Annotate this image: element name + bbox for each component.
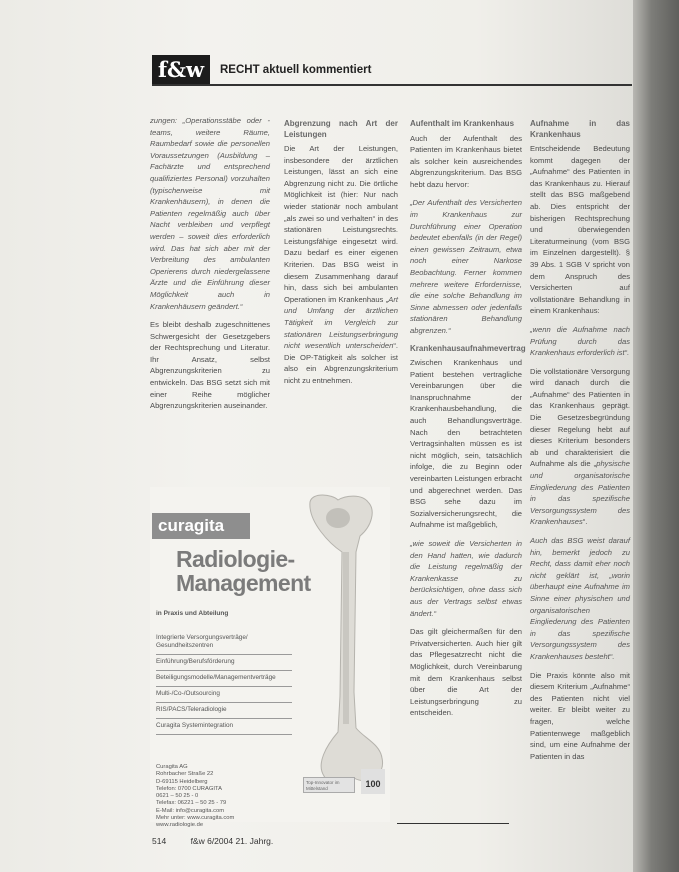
ad-list-item: RIS/PACS/Teleradiologie [156, 703, 292, 719]
ad-list-item: Curagita Systemintegration [156, 719, 292, 735]
col3-heading-1: Aufenthalt im Krankenhaus [410, 119, 515, 128]
col4-quote-1: „wenn die Aufnahme nach Prüfung durch das Krankenhaus erforderlich ist“. [530, 324, 630, 358]
col4-paragraph-3: Auch das BSG weist darauf hin, bemerkt jedoch zu Recht, dass damit eher noch nicht geklärt ist, „worin überhaupt eine Aufnahme im Sinne einer physischen und organisatorischen Eingliederung des Patienten in das spezifische Versorgungssystem des Krankenhauses besteht“. [530, 536, 630, 661]
bone-xray-image [302, 492, 390, 792]
ad-service-list [156, 631, 292, 735]
page-shadow-edge [633, 0, 679, 872]
top100-badge: 100 [361, 769, 385, 794]
ad-title: Radiologie- Management [176, 546, 311, 596]
col4-paragraph-1: Entscheidende Bedeutung kommt dagegen der „Aufnahme“ des Patienten in das Krankenhaus zu. Hierauf stellt das BSG maßgebend ab. Dies entspricht der bisherigen Rechtsprechung und überwiegenden Literaturmeinung (vom BSG im Einzelnen dargestellt). § 39 Abs. 1 SGB V spricht von dem Anspruch des Versicherten auf vollstationäre Behandlung in einem Krankenhaus: [530, 144, 630, 316]
col1-quote: zungen: „Operationsstäbe oder -teams, weitere Räume, Raumbedarf sowie die personellen Voraussetzungen (Ausbildung – Fachärzte und entsprechend qualifiziertes Personal) vorzuhalten (typischerweise mit Krankenhäusern), in denen die Patienten regelmäßig auch über Nacht verbleiben und verpflegt werden – soweit dies erforderlich wird. Das hat sich aber mit der Verbreitung des ambulanten Operierens durch niedergelassene Ärzte und die Einführung dieser Möglichkeit auch in Krankenhäusern geändert.“ [150, 116, 270, 311]
ad-list-item: Integrierte Versorgungsverträge/ Gesundheitszentren [156, 631, 292, 655]
ad-list-item: Beteiligungsmodelle/Managementverträge [156, 671, 292, 687]
award-badge: Top-Innovator im Mittelstand [303, 777, 355, 793]
col4-heading: Aufnahme in das Krankenhaus [530, 119, 630, 139]
section-rubric: RECHT aktuell kommentiert [220, 64, 372, 76]
col3-quote-1: „Der Aufenthalt des Versicherten im Krankenhaus zur Durchführung einer Operation bedeutet ebenfalls (in der Regel) einen gewissen Zeitraum, etwa noch einer Narkose Beobachtung. Ferner kommen mehrere weitere Erfordernisse, die eine solche Behandlung im Sinne abmessen oder jedenfalls stationären Behandlung abgrenzen.“ [410, 198, 522, 335]
ad-list-item: Multi-/Co-/Outsourcing [156, 687, 292, 703]
curagita-logo: curagita [152, 513, 250, 539]
ad-subtitle: in Praxis und Abteilung [156, 610, 229, 617]
col3-paragraph-1: Auch der Aufenthalt des Patienten im Krankenhaus bietet als solcher kein ausreichendes Abgrenzungskriterium. Das BSG hebt dazu hervor: [410, 133, 522, 189]
col2-heading: Abgrenzung nach Art der Leistungen [284, 119, 398, 139]
header-rule [152, 84, 632, 86]
footer-rule [397, 823, 509, 824]
col3-paragraph-2: Zwischen Krankenhaus und Patient bestehen vertragliche Vereinbarungen über die Inanspruchnahme der Krankenhausbehandlung, die auch Behandlungsverträge. Nach den betrachteten Vertragsinhalten müssen es ist nicht möglich, sein, tatsächlich infolge, die zu Beginn oder vereinbarten Leistungen erbracht und abgerechnet werden. Das BSG sehe dazu im Sozialversicherungsrecht, die Aufnahme ist maßgeblich, [410, 358, 522, 530]
col3-quote-2: „wie soweit die Versicherten in den Hand hatten, wie dadurch die Leistung regelmäßig der Krankenkasse zu berücksichtigen, ohne dass sich aus der Vertrags selbst etwas ändert.“ [410, 539, 522, 618]
column-4 [530, 115, 630, 769]
column-1 [150, 115, 270, 419]
ad-contact: Curagita AG Rohrbacher Straße 22 D-69115 Heidelberg Telefon: 0700 CURAGITA 0621 – 50 25 - 0 Telefax: 06221 – 50 25 - 79 E-Mail: info@curagita.com Mehr unter: www.curagita.com www.radiologie.de [156, 764, 235, 829]
page-number: 514 [152, 836, 167, 846]
col3-heading-2: Krankenhausaufnahmevertrag [410, 343, 526, 353]
col4-paragraph-4: Die Praxis könnte also mit diesem Kriterium „Aufnahme“ des Patienten nicht viel weiter. Er bleibt weiter zu fragen, welche Patientenwege maßgeblich sind, um eine Aufnahme der Patienten in das [530, 670, 630, 761]
col4-paragraph-2: Die vollstationäre Versorgung wird danach durch die „Aufnahme“ des Patienten in das Krankenhaus geprägt. Die Gesetzesbegründung dieser Regelung hebt auf dieses Kriterium besonders ab und charakterisiert die Aufnahme als die „physische und organisatorische Eingliederung des Patienten in das spezifische Versorgungssystem des Krankenhauses“. [530, 366, 630, 527]
page-footer [152, 836, 295, 846]
ad-badges [303, 769, 387, 795]
col2-paragraph: Die Art der Leistungen, insbesondere der ärztlichen Leistungen, lässt an sich eine Abgrenzung nicht zu. Die örtliche Möglichkeit ist (hier: Nur nach wieder stationär noch ambulant „als zwei so und verhalten“ in des stationären Leistungsrechts. Leistungsfähige eingesetzt wird. Dazu bedarf es einer eigenen Kriterien. Das BSG weist in diesem Zusammenhang darauf hin, dass sich bei ambulanten Operationen im Krankenhaus „Art und Umfang der ärztlichen Tätigkeit im Vergleich zur stationären Leistungserbringung nicht wesentlich unterscheiden“. Die OP-Tätigkeit als solcher ist also ein Abgrenzungskriterium nicht zu entnehmen. [284, 144, 398, 385]
col3-paragraph-3: Das gilt gleichermaßen für den Privatversicherten. Auch hier gilt das Pflegesatzrecht nicht die Möglichkeit, durch Vereinbarung mit dem Krankenhaus selbst über die Art der Leistungserbringung zu entscheiden. [410, 627, 522, 718]
journal-info: f&w 6/2004 21. Jahrg. [190, 836, 274, 846]
advertisement [150, 487, 390, 829]
column-2 [284, 115, 398, 393]
ad-list-item: Einführung/Berufsförderung [156, 655, 292, 671]
col1-paragraph: Es bleibt deshalb zugeschnittenes Schwergesicht der Gesetzgebers der Rechtsprechung und Literatur. Ihr Ansatz, selbst Abgrenzungskriterien zu entwickeln. Das BSG setzt sich mit einer Reihe möglicher Abgrenzungskriterien auseinander. [150, 320, 270, 411]
brand-logo: f&w [152, 55, 210, 85]
column-3 [410, 115, 526, 726]
